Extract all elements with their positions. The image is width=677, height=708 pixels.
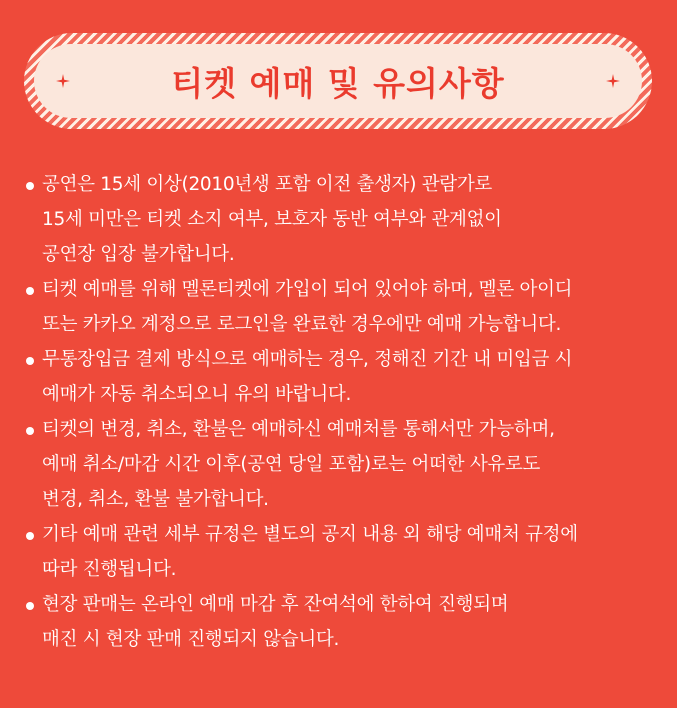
notice-line: 티켓의 변경, 취소, 환불은 예매하신 예매처를 통해서만 가능하며, [42, 419, 555, 440]
bullet-icon [26, 602, 34, 610]
bullet-icon [26, 427, 34, 435]
bullet-icon [26, 182, 34, 190]
notice-item [22, 517, 662, 587]
notice-line: 15세 미만은 티켓 소지 여부, 보호자 동반 여부와 관계없이 [42, 209, 502, 230]
notice-line: 공연장 입장 불가합니다. [42, 244, 235, 265]
notice-list [22, 167, 662, 657]
notice-line: 공연은 15세 이상(2010년생 포함 이전 출생자) 관람가로 [42, 174, 492, 195]
notice-line: 따라 진행됩니다. [42, 559, 177, 580]
notice-item [22, 342, 662, 412]
notice-line: 변경, 취소, 환불 불가합니다. [42, 489, 269, 510]
notice-item [22, 272, 662, 342]
notice-item [22, 412, 662, 517]
notice-line: 기타 예매 관련 세부 규정은 별도의 공지 내용 외 해당 예매처 규정에 [42, 524, 578, 545]
sparkle-icon [606, 74, 620, 88]
bullet-icon [26, 287, 34, 295]
notice-line: 예매 취소/마감 시간 이후(공연 당일 포함)로는 어떠한 사유로도 [42, 454, 541, 475]
page-title: 티켓 예매 및 유의사항 [171, 63, 505, 103]
notice-line: 티켓 예매를 위해 멜론티켓에 가입이 되어 있어야 하며, 멜론 아이디 [42, 279, 573, 300]
bullet-icon [26, 532, 34, 540]
notice-line: 현장 판매는 온라인 예매 마감 후 잔여석에 한하여 진행되며 [42, 594, 509, 615]
bullet-icon [26, 357, 34, 365]
notice-item [22, 167, 662, 272]
notice-item [22, 587, 662, 657]
sparkle-icon [56, 74, 70, 88]
notice-line: 예매가 자동 취소되오니 유의 바랍니다. [42, 384, 352, 405]
notice-line: 무통장입금 결제 방식으로 예매하는 경우, 정해진 기간 내 미입금 시 [42, 349, 573, 370]
notice-line: 매진 시 현장 판매 진행되지 않습니다. [42, 629, 340, 650]
title-banner [34, 44, 642, 118]
notice-line: 또는 카카오 계정으로 로그인을 완료한 경우에만 예매 가능합니다. [42, 314, 562, 335]
